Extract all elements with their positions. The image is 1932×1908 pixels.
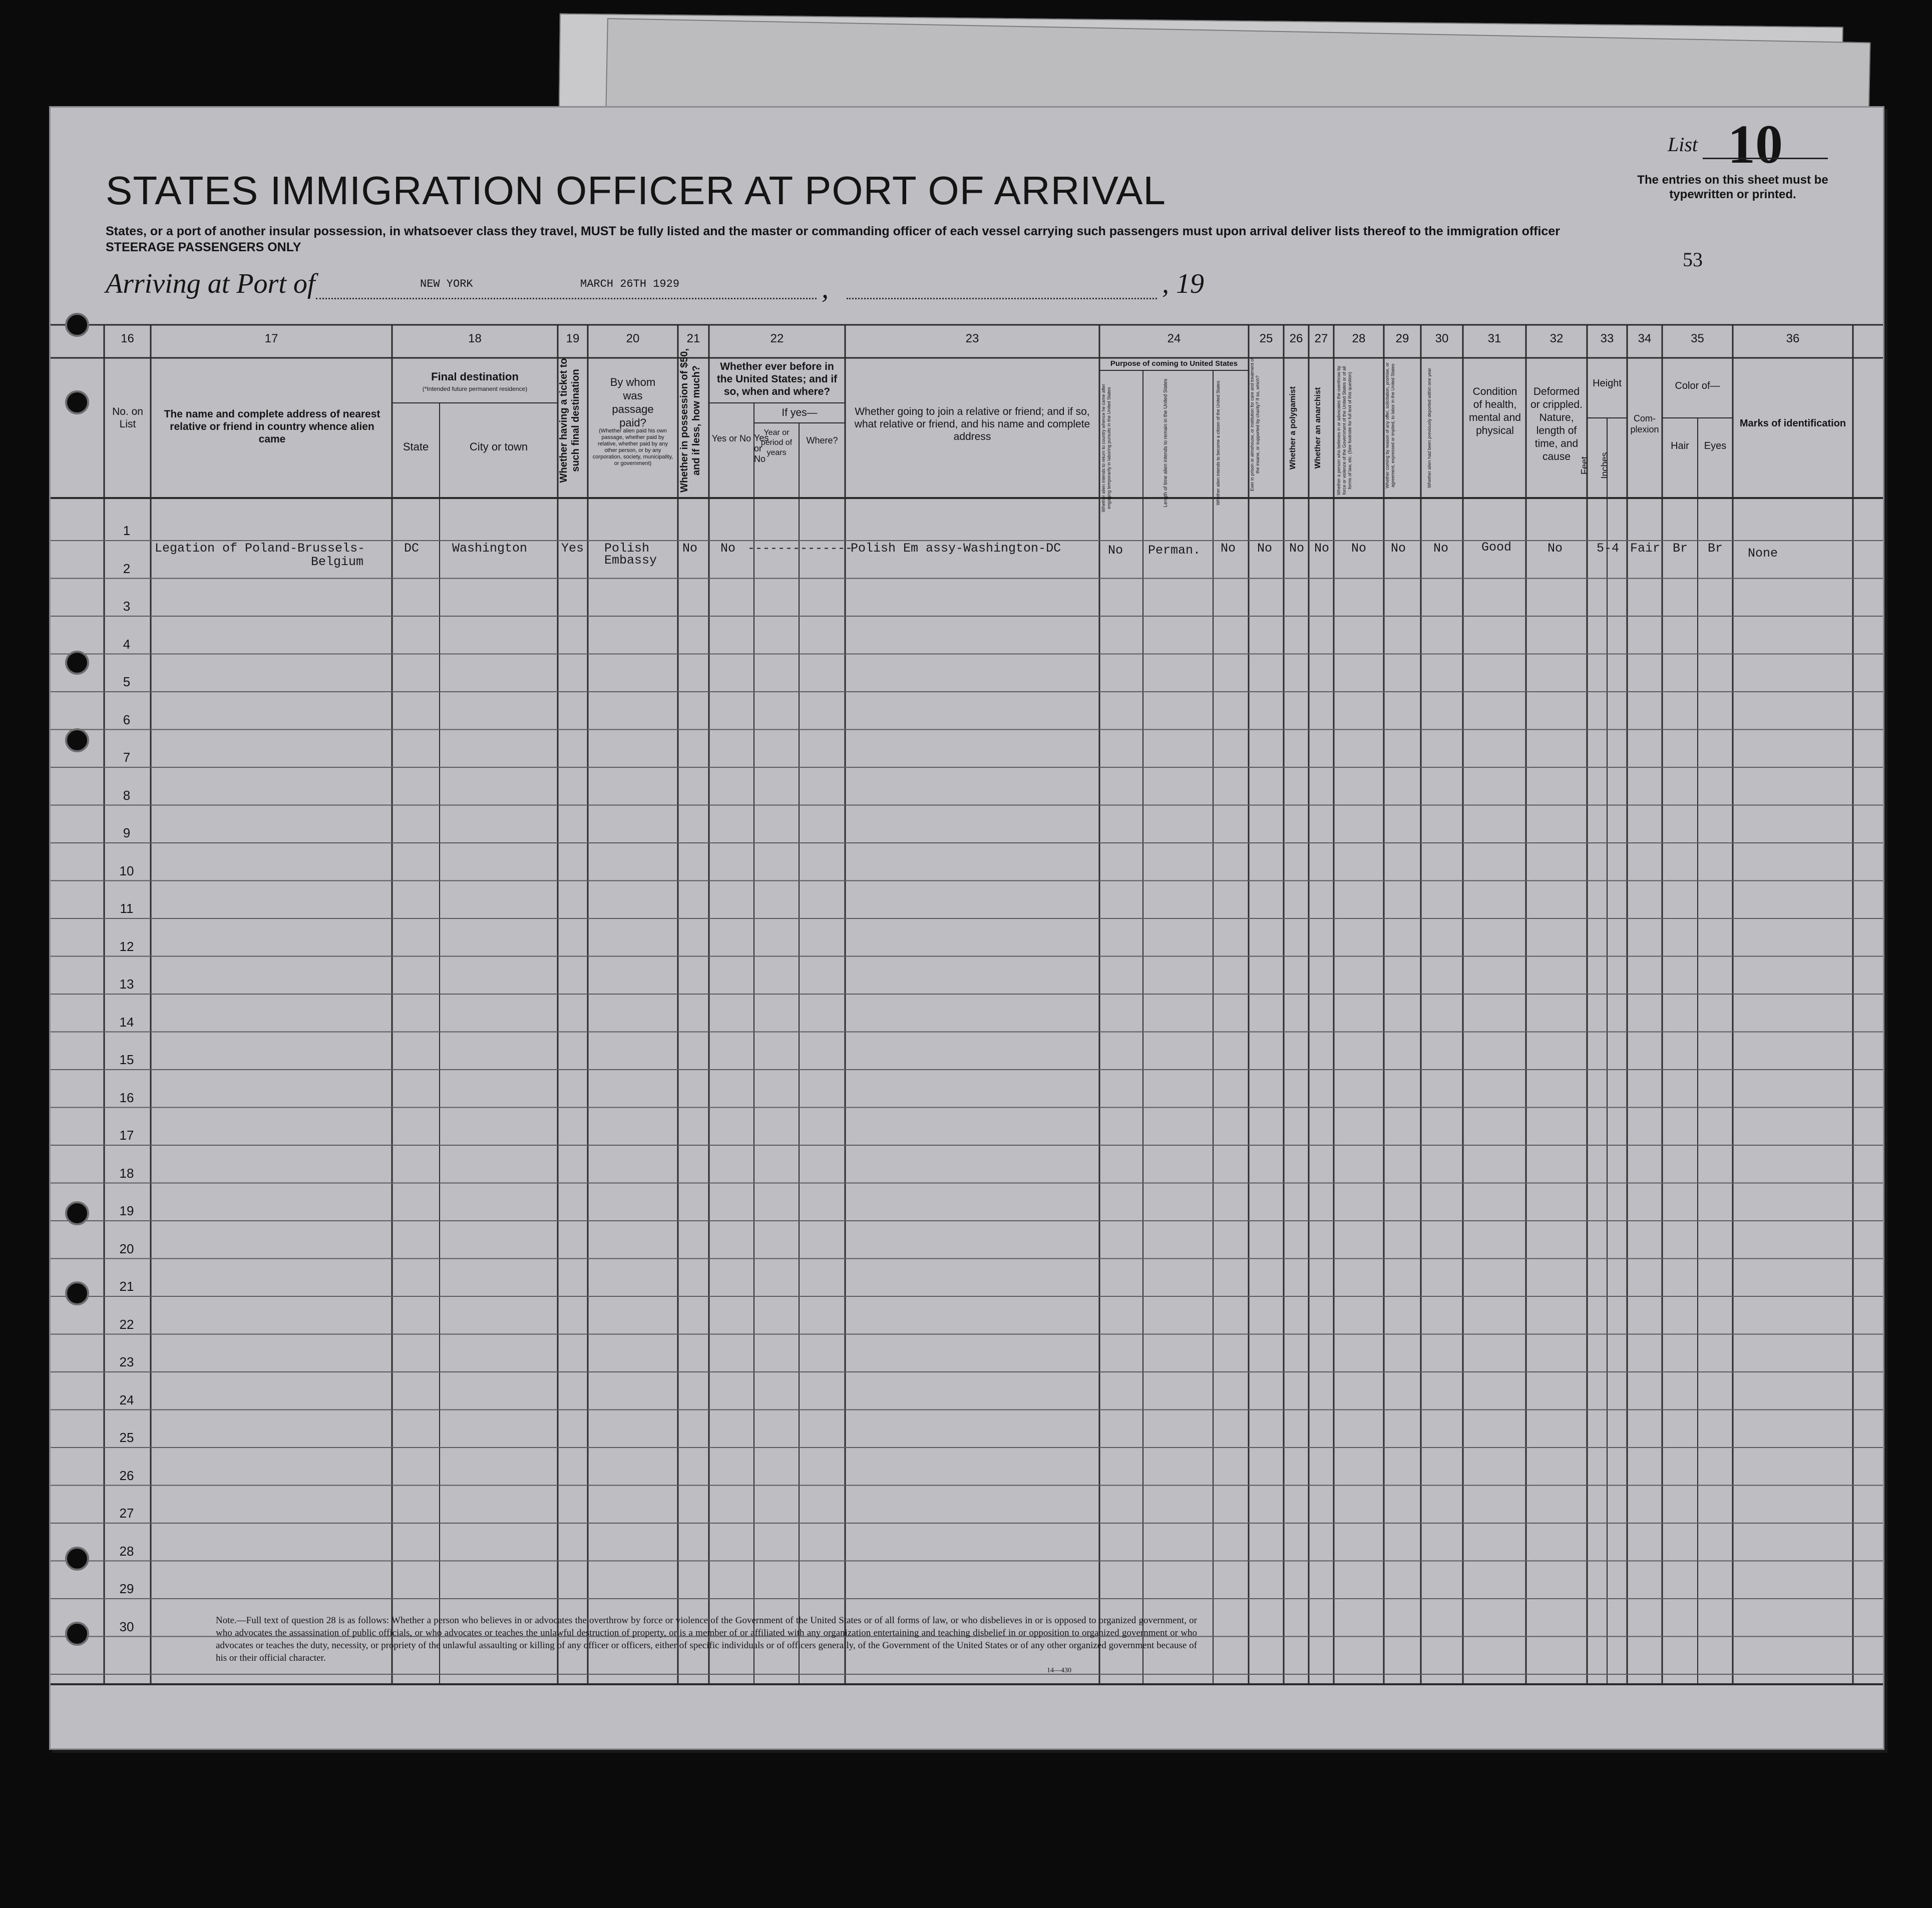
- row-number: 9: [123, 825, 131, 840]
- comma: ,: [822, 273, 829, 304]
- col-20-label: By whom was passage paid?: [610, 376, 656, 429]
- entry1-polygamist: No: [1289, 541, 1305, 556]
- row-number: 8: [123, 787, 131, 803]
- row-number: 26: [119, 1468, 134, 1483]
- col-num-35: 35: [1691, 332, 1704, 345]
- row-number: 3: [123, 599, 131, 614]
- row-number: 7: [123, 750, 131, 765]
- col-num-28: 28: [1352, 332, 1366, 345]
- entry1-hair: Br: [1673, 541, 1688, 556]
- col-num-24: 24: [1167, 332, 1181, 345]
- col-22-label: Whether ever before in the United States; and if so, when and where?: [716, 361, 838, 397]
- row-number: 1: [123, 523, 131, 538]
- col-30-label: Whether alien had been previously deported within one year: [1427, 368, 1432, 488]
- row-number: 29: [119, 1581, 134, 1596]
- steerage-label: STEERAGE PASSENGERS ONLY: [106, 240, 301, 254]
- arrival-port: NEW YORK: [420, 278, 473, 290]
- punch-hole: [65, 313, 89, 337]
- col-32-label: Deformed or crippled. Nature, length of time, and cause: [1530, 386, 1583, 462]
- col-num-27: 27: [1314, 332, 1328, 345]
- punch-hole: [65, 728, 89, 752]
- entry1-prison: No: [1257, 541, 1273, 556]
- row-number: 28: [119, 1543, 134, 1559]
- entry1-deported: No: [1433, 541, 1449, 556]
- col-num-25: 25: [1259, 332, 1273, 345]
- col-21-label: Whether in possession of $50, and if less, how much?: [679, 348, 702, 493]
- col-18-note: (*Intended future permanent residence): [422, 385, 528, 392]
- row-number: 10: [119, 863, 134, 878]
- row-number: 18: [119, 1165, 134, 1181]
- col-33-feet: Feet: [1580, 456, 1590, 475]
- entry1-city: Washington: [452, 541, 528, 556]
- col-17-label: The name and complete address of nearest relative or friend in country whence alien came: [164, 408, 380, 445]
- entry1-offer: No: [1391, 541, 1406, 556]
- col-num-32: 32: [1550, 332, 1564, 345]
- col-36-label: Marks of identification: [1739, 418, 1846, 429]
- row-number: 25: [119, 1430, 134, 1445]
- col-35-eyes: Eyes: [1704, 440, 1727, 451]
- entry1-before-us: No: [720, 541, 736, 556]
- col-22-where: Where?: [806, 435, 838, 445]
- form-number: 14—430: [1047, 1667, 1071, 1674]
- col-27-label: Whether an anarchist: [1314, 387, 1322, 469]
- year-prefix: , 19: [1162, 268, 1204, 299]
- row-number: 2: [123, 561, 131, 576]
- col-num-23: 23: [965, 332, 979, 345]
- entry1-overthrow: No: [1351, 541, 1367, 556]
- col-24-citizen: Whether alien intends to become a citizen of the United States: [1216, 380, 1221, 506]
- col-num-29: 29: [1395, 332, 1409, 345]
- col-num-31: 31: [1487, 332, 1501, 345]
- entry1-ticket: Yes: [561, 541, 584, 556]
- col-35-hair: Hair: [1671, 440, 1689, 451]
- col-num-34: 34: [1638, 332, 1652, 345]
- col-24-length: Length of time alien intends to remain in the United States: [1163, 378, 1169, 508]
- row-number: 22: [119, 1316, 134, 1332]
- entry1-relative: Legation of Poland-Brussels-: [155, 541, 365, 556]
- col-num-26: 26: [1289, 332, 1303, 345]
- entry1-citizen: No: [1221, 541, 1236, 556]
- row-number: 6: [123, 712, 131, 727]
- col-33-label: Height: [1593, 378, 1622, 389]
- entry1-money: No: [682, 541, 698, 556]
- entry1-paid-by-2: Embassy: [604, 553, 657, 568]
- col-num-33: 33: [1600, 332, 1614, 345]
- entry1-return: No: [1108, 543, 1123, 558]
- col-num-20: 20: [626, 332, 640, 345]
- row-number: 15: [119, 1052, 134, 1067]
- row-number: 21: [119, 1279, 134, 1294]
- col-23-label: Whether going to join a relative or friend; and if so, what relative or friend, and his name and complete address: [854, 406, 1090, 442]
- col-34-label: Com- plexion: [1630, 413, 1659, 434]
- col-19-label: Whether having a ticket to such final destination: [558, 358, 581, 483]
- row-number: 20: [119, 1241, 134, 1256]
- list-number: 10: [1728, 114, 1783, 175]
- row-number: 19: [119, 1203, 134, 1218]
- footnote: Note.—Full text of question 28 is as follows: Whether a person who believes in or advocates the overthrow by force or violence of the Government of the United States or of all forms of law, or who disbelieves in or is opposed to organized government, or who advocates the assassination of public officials, or who advocates or teaches the unlawful destruction of property, or is a member of or affiliated with any organization entertaining and teaching disbelief in or opposition to organized government or who advocates or teaches the duty, necessity, or propriety of the unlawful assaulting or killing of any officer or officers, either of specific individuals or of officers generally, of the Government of the United States or of any other organized government because of his or their official character.: [216, 1615, 1197, 1663]
- col-num-16: 16: [121, 332, 134, 345]
- row-number: 17: [119, 1128, 134, 1143]
- entry1-paid-by: Polish: [604, 541, 650, 556]
- punch-hole: [65, 1547, 89, 1571]
- col-33-inches: Inches: [1600, 452, 1610, 479]
- col-num-30: 30: [1435, 332, 1449, 345]
- punch-hole: [65, 1201, 89, 1225]
- row-number: 27: [119, 1506, 134, 1521]
- arrival-date: MARCH 26TH 1929: [580, 278, 680, 290]
- punch-hole: [65, 1622, 89, 1646]
- col-num-22: 22: [770, 332, 784, 345]
- entry1-complexion: Fair: [1630, 541, 1661, 556]
- page-number: 53: [1683, 248, 1703, 271]
- row-number: 14: [119, 1014, 134, 1030]
- col-18-city: City or town: [469, 440, 528, 453]
- table-grid: [51, 108, 1883, 1748]
- col-18-state: State: [403, 440, 429, 453]
- col-29-label: Whether coming by reason of any offer, solicitation, promise, or agreement, expressed or implied, to labor in the United States: [1385, 362, 1395, 489]
- col-16-label: No. on List: [112, 406, 143, 430]
- col-num-36: 36: [1786, 332, 1800, 345]
- punch-hole: [65, 651, 89, 675]
- entry1-relative-2: Belgium: [311, 555, 364, 569]
- col-26-label: Whether a polygamist: [1289, 386, 1297, 470]
- col-28-label: Whether a person who believes in or advocates the overthrow by force or violence of the Government of the United States or of all forms of law, etc. (See footnote for full text of this question): [1336, 365, 1352, 496]
- entry1-health: Good: [1481, 540, 1512, 555]
- form-title: STATES IMMIGRATION OFFICER AT PORT OF ARRIVAL: [106, 168, 1166, 213]
- row-number: 4: [123, 636, 131, 652]
- entry1-eyes: Br: [1708, 541, 1723, 556]
- row-number: 12: [119, 938, 134, 954]
- col-num-18: 18: [468, 332, 482, 345]
- punch-hole: [65, 1281, 89, 1305]
- col-18-label: Final destination: [431, 370, 519, 383]
- punch-hole: [65, 390, 89, 414]
- entry1-marks: None: [1748, 546, 1778, 561]
- entry1-height: 5-4: [1597, 541, 1620, 556]
- col-25-label: Ever in prison or almshouse, or institution for care and treatment of the insane, or supported by charity? If so, which?: [1250, 357, 1260, 492]
- form-subtitle: States, or a port of another insular possession, in whatsoever class they travel, MUST be fully listed and the master or commanding officer of each vessel carrying such passengers must upon arrival deliver lists thereof to the immigration officer: [106, 224, 1560, 238]
- row-number: 16: [119, 1090, 134, 1105]
- row-number: 13: [119, 977, 134, 992]
- arriving-label: Arriving at Port of: [106, 268, 315, 299]
- entry1-anarchist: No: [1314, 541, 1330, 556]
- row-number: 5: [123, 674, 131, 689]
- col-22-ifyes: If yes—: [782, 407, 818, 418]
- col-35-label: Color of—: [1675, 380, 1720, 391]
- col-24-label: Purpose of coming to United States: [1110, 359, 1238, 368]
- col-num-17: 17: [264, 332, 278, 345]
- col-num-19: 19: [566, 332, 580, 345]
- row-number: 23: [119, 1354, 134, 1369]
- col-24-return: Whether alien intends to return to country whence he came after engaging temporarily in laboring pursuits in the United States: [1101, 383, 1111, 513]
- col-31-label: Condition of health, mental and physical: [1469, 386, 1521, 436]
- entry1-length: Perman.: [1148, 543, 1201, 558]
- row-number: 24: [119, 1392, 134, 1407]
- entry1-state: DC: [404, 541, 420, 556]
- col-22-years: Year or period of years: [760, 428, 793, 457]
- col-num-21: 21: [686, 332, 700, 345]
- col-22-yes-no: Yes or No: [711, 433, 751, 443]
- entry1-before-dashes: --------------: [747, 541, 853, 556]
- instruction-note: The entries on this sheet must be typewritten or printed.: [1637, 173, 1828, 201]
- row-number: 11: [120, 901, 134, 916]
- list-label: List: [1668, 133, 1698, 156]
- manifest-sheet: List 10 The entries on this sheet must be typewritten or printed. 53 STATES IMMIGRATION OFFICER AT PORT OF ARRIVAL States, or a port of another insular possession, in whatsoever class they travel, MUST be fully listed and the master or commanding officer of each vessel carrying such passengers must upon arrival deliver lists thereof to the immigration officer STEERAGE PASSENGERS ONLY Arriving at Port of NEW YORK MARCH 26TH 1929 , , 19 16 17 18 19 20 21 22 23 24 25 26 27 28 29 30 31 32 33 34 35 36 No. on List The name and complete address of nearest relative or friend in country whence alien came Final destination (*Intended future permanent residence) State City or town Whether having a ticket to such final destination By whom was passage paid? (Whether alien paid his own passage, whether paid by relative, whether paid by any other person, or by any corporation, society, municipality, or government) Whether in possession of $50, and if less, how much? Whether ever before in the United States; and if so, when and where? Yes or No Yes or No If yes— Year or period of years Where? Whether going to join a relative or friend; and if so, what relative or friend, and his name and complete address Purpose of coming to United States Whether alien intends to return to country whence he came after engaging temporarily in laboring pursuits in the United States Length of time alien intends to remain in the United States Whether alien intends to become a citizen of the United States Ever in prison or almshouse, or institution for care and treatment of the insane, or supported by charity? If so, which? Whether a polygamist Whether an anarchist Whether a person who believes in or advocates the overthrow by force or violence of the Government of the United States or of all forms of law, etc. (See footnote for full text of this question) Whether coming by reason of any offer, solicitation, promise, or agreement, expressed or implied, to labor in the United States Whether alien had been previously deported within one year Condition of health, mental and physical Deformed or crippled. Nature, length of time, and cause Height Feet Inches Com- plexion Color of— Hair Eyes Marks of identification 1 2 3 4 5 6 7 8 9 10 11 12 13 14 15 16 17 18 19 20 21 22 23 24 25 26 27 28 29 30 Legation of Poland-Brussels- Belgium DC Washington Yes Polish Embassy No No -------------- Polish Em assy-Washington-DC No Perman. No No No No No No No Good No 5-4 Fair Br Br None Note.—Full text of question 28 is as follows: Whether a person who believes in or advocates the overthrow by force or violence of the Government of the United States or of all forms of law, or who disbelieves in or is opposed to organized government, or who advocates the assassination of public officials, or who advocates or teaches the unlawful destruction of property, or is a member of or affiliated with any organization entertaining and teaching disbelief in or opposition to organized government or who advocates or teaches the duty, necessity, or propriety of the unlawful assaulting or killing of any officer or officers, either of specific individuals or of officers generally, of the Government of the United States or of any other organized government because of his or their official character. 14—430: [49, 106, 1884, 1750]
- entry1-deformed: No: [1548, 541, 1563, 556]
- entry1-join: Polish Em assy-Washington-DC: [851, 541, 1061, 556]
- row-number: 30: [119, 1619, 134, 1634]
- col-20-note: (Whether alien paid his own passage, whether paid by relative, whether paid by any other person, or by any corporation, society, municipality, or government): [592, 428, 673, 466]
